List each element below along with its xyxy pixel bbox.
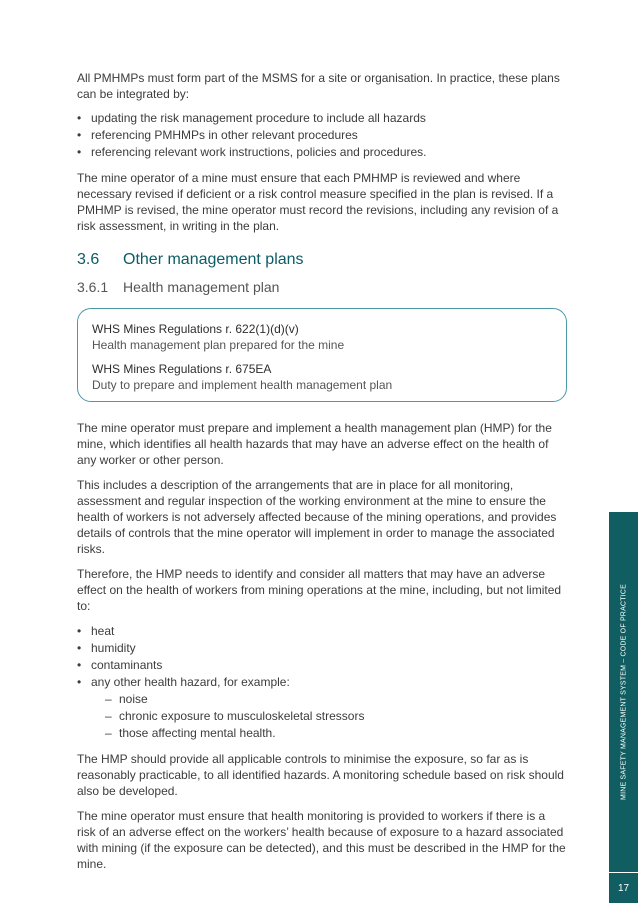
body-paragraph: Therefore, the HMP needs to identify and consider all matters that may have an adverse effect on the health of workers from mining operations at the mine, including, but not limited to: [77,567,562,613]
sub-list-item: – those affecting mental health. [105,725,567,742]
hazard-bullet-list [77,623,567,742]
regulation-reference: WHS Mines Regulations r. 622(1)(d)(v) [92,322,299,336]
list-item-text: any other health hazard, for example: [91,675,290,689]
subsection-number: 3.6.1 [77,279,109,295]
section-number: 3.6 [77,251,100,268]
section-title: Other management plans [123,251,304,268]
subsection-heading [77,276,567,298]
regulation-reference: WHS Mines Regulations r. 675EA [92,362,272,376]
list-item: • humidity [77,640,567,657]
list-item [77,674,567,742]
page-content [77,70,567,881]
list-item: • contaminants [77,657,567,674]
list-item: • updating the risk management procedure to include all hazards [77,110,567,127]
body-paragraph: The HMP should provide all applicable controls to minimise the exposure, so far as is reasonably practicable, to all identified hazards. A monitoring schedule based on risk should also be developed. [77,752,564,798]
subsection-title: Health management plan [123,279,280,295]
regulation-description: Health management plan prepared for the mine [92,338,345,352]
regulation-description: Duty to prepare and implement health management plan [92,378,393,392]
regulation-callout-box [77,308,567,402]
intro-bullet-list [77,110,567,161]
intro-paragraph: The mine operator of a mine must ensure that each PMHMP is reviewed and where necessary revised if deficient or a risk control measure specified in the plan is revised. If a PMHMP is revised, the mine operator must record the revisions, including any revision of a risk assessment, in writing in the plan. [77,171,559,233]
body-paragraph: The mine operator must ensure that health monitoring is provided to workers if there is a risk of an adverse effect on the workers’ health because of exposure to a hazard associated with mining (if the exposure can be detected), and this must be described in the HMP for the mine. [77,809,566,871]
page-number: 17 [609,872,638,903]
intro-lead: All PMHMPs must form part of the MSMS for a site or organisation. In practice, these plans can be integrated by: [77,71,560,101]
body-paragraph: The mine operator must prepare and implement a health management plan (HMP) for the mine, which identifies all health hazards that may have an adverse effect on the health of any worker or other person. [77,421,552,467]
side-tab [609,512,638,872]
sub-list-item: – chronic exposure to musculoskeletal stressors [105,708,567,725]
hazard-sub-list [91,691,567,742]
document-title-vertical: MINE SAFETY MANAGEMENT SYSTEM – CODE OF PRACTICE [620,584,627,800]
list-item: • referencing PMHMPs in other relevant procedures [77,127,567,144]
list-item: • heat [77,623,567,640]
sub-list-item: – noise [105,691,567,708]
section-heading [77,248,567,272]
body-paragraph: This includes a description of the arrangements that are in place for all monitoring, assessment and regular inspection of the working environment at the mine to ensure the health of workers is not adversely affected because of the mining operations, and provides details of controls that the mine operator will implement in order to manage the associated risks. [77,478,557,556]
list-item: • referencing relevant work instructions, policies and procedures. [77,144,567,161]
